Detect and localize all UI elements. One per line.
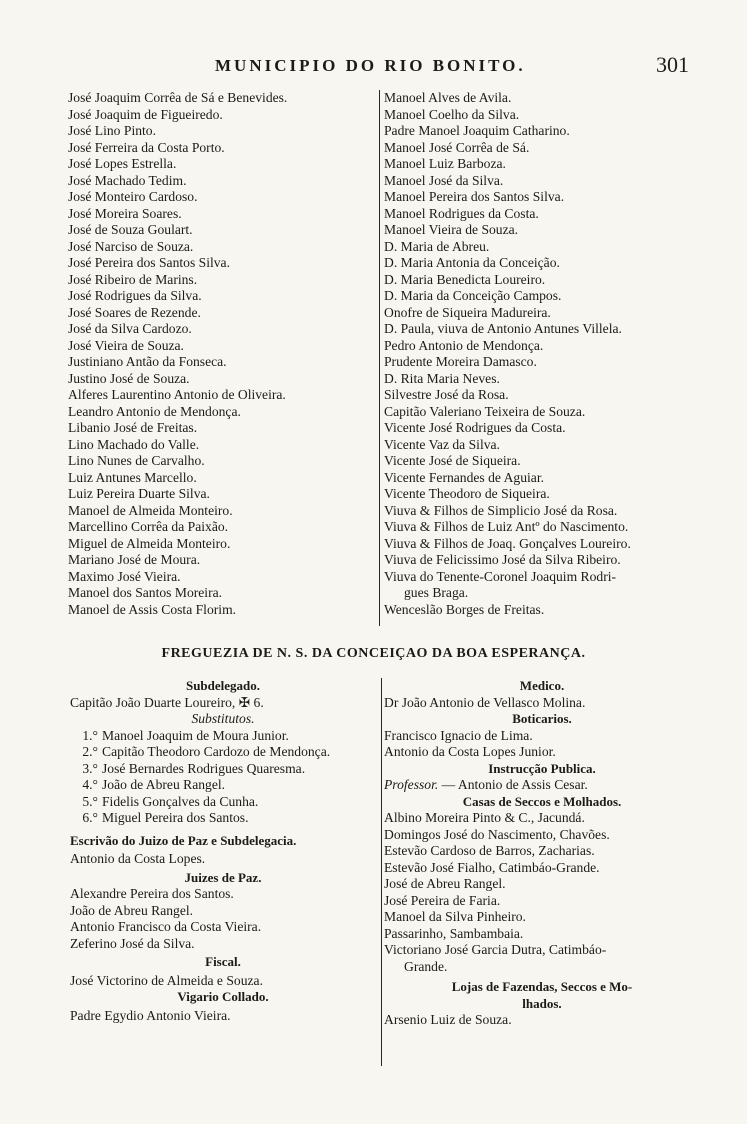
list-item: Luiz Antunes Marcello. bbox=[68, 469, 197, 485]
list-item: Antonio da Costa Lopes Junior. bbox=[384, 744, 556, 759]
officials-column-left bbox=[70, 678, 376, 1024]
list-item: D. Maria Benedicta Loureiro. bbox=[384, 271, 546, 287]
list-item: Victoriano José Garcia Dutra, Catimbáo- bbox=[384, 942, 607, 957]
list-item: D. Maria Antonia da Conceição. bbox=[384, 255, 560, 270]
medico-header: Medico. bbox=[519, 678, 565, 693]
page-number: 301 bbox=[656, 52, 689, 77]
list-item: Viuva & Filhos de Joaq. Gonçalves Loureiro. bbox=[384, 535, 631, 551]
substituto-name: Manoel Joaquim de Moura Junior. bbox=[102, 727, 289, 743]
list-item: Manoel de Almeida Monteiro. bbox=[68, 502, 233, 518]
ordinal: 1.° bbox=[82, 727, 98, 743]
list-item: Manoel José da Silva. bbox=[384, 172, 504, 188]
list-item: D. Paula, viuva de Antonio Antunes Villela. bbox=[384, 321, 622, 336]
list-item: José Joaquim Corrêa de Sá e Benevides. bbox=[68, 90, 288, 105]
list-item: Libanio José de Freitas. bbox=[68, 420, 198, 435]
list-item: Vicente Fernandes de Aguiar. bbox=[384, 469, 544, 485]
list-item: Vicente Vaz da Silva. bbox=[384, 436, 500, 452]
ordinal: 5.° bbox=[82, 793, 98, 809]
list-item-continuation: Grande. bbox=[404, 958, 448, 974]
casas-header: Casas de Seccos e Molhados. bbox=[462, 793, 622, 809]
list-item: Prudente Moreira Damasco. bbox=[384, 354, 537, 369]
names-column-left bbox=[68, 90, 373, 618]
vigario-name: Padre Egydio Antonio Vieira. bbox=[70, 1007, 231, 1023]
list-item: Luiz Pereira Duarte Silva. bbox=[68, 486, 210, 501]
subdelegado-name: Capitão João Duarte Loureiro, ✠ 6. bbox=[70, 694, 264, 710]
list-item: Vicente José de Siqueira. bbox=[384, 453, 521, 468]
list-item: José Lopes Estrella. bbox=[68, 156, 177, 171]
professor-name: — Antonio de Assis Cesar. bbox=[441, 777, 588, 792]
list-item: Pedro Antonio de Mendonça. bbox=[384, 337, 544, 353]
list-item: Domingos José do Nascimento, Chavões. bbox=[384, 826, 610, 842]
list-item: José Rodrigues da Silva. bbox=[68, 288, 202, 303]
instrucao-header: Instrucção Publica. bbox=[488, 760, 596, 776]
fiscal-name: José Victorino de Almeida e Souza. bbox=[70, 972, 263, 988]
list-item bbox=[70, 794, 376, 811]
list-item: Marcellino Corrêa da Paixão. bbox=[68, 519, 229, 534]
list-item: Manoel Pereira dos Santos Silva. bbox=[384, 189, 565, 204]
list-item: Padre Manoel Joaquim Catharino. bbox=[384, 123, 570, 138]
list-item: Silvestre José da Rosa. bbox=[384, 387, 509, 402]
list-item: Estevão Cardoso de Barros, Zacharias. bbox=[384, 843, 595, 858]
list-item: Zeferino José da Silva. bbox=[70, 935, 195, 951]
substituto-name: José Bernardes Rodrigues Quaresma. bbox=[102, 760, 306, 776]
ordinal: 2.° bbox=[82, 744, 98, 759]
list-item: Manoel Luiz Barboza. bbox=[384, 156, 506, 171]
list-item: Viuva do Tenente-Coronel Joaquim Rodri- bbox=[384, 568, 617, 584]
list-item: Justino José de Souza. bbox=[68, 370, 190, 386]
subdelegado-header: Subdelegado. bbox=[185, 678, 261, 693]
professor-line bbox=[384, 777, 700, 794]
juizes-header: Juizes de Paz. bbox=[184, 869, 262, 885]
list-item: Manoel Coelho da Silva. bbox=[384, 106, 520, 122]
list-item: Justiniano Antão da Fonseca. bbox=[68, 354, 227, 369]
list-item: José Monteiro Cardoso. bbox=[68, 189, 198, 204]
list-item: José de Abreu Rangel. bbox=[384, 876, 506, 891]
substituto-name: Fidelis Gonçalves da Cunha. bbox=[102, 793, 259, 809]
running-header bbox=[0, 52, 747, 80]
list-item: Manoel Vieira de Souza. bbox=[384, 222, 519, 237]
list-item: Viuva de Felicissimo José da Silva Ribeiro. bbox=[384, 552, 621, 567]
escrivao-header: Escrivão do Juizo de Paz e Subdelegacia. bbox=[70, 832, 297, 848]
ordinal: 4.° bbox=[82, 777, 98, 792]
list-item: José Joaquim de Figueiredo. bbox=[68, 106, 223, 122]
escrivao-name: Antonio da Costa Lopes. bbox=[70, 851, 206, 866]
list-item bbox=[70, 810, 376, 827]
professor-label: Professor. bbox=[384, 777, 439, 792]
list-item: Vicente Theodoro de Siqueira. bbox=[384, 486, 550, 501]
ordinal: 6.° bbox=[82, 810, 98, 825]
list-item: Francisco Ignacio de Lima. bbox=[384, 727, 533, 743]
list-item: José Vieira de Souza. bbox=[68, 337, 184, 353]
list-item: João de Abreu Rangel. bbox=[70, 902, 194, 918]
list-item: Onofre de Siqueira Madureira. bbox=[384, 304, 551, 320]
list-item: Manoel da Silva Pinheiro. bbox=[384, 909, 526, 924]
list-item: José Soares de Rezende. bbox=[68, 304, 201, 320]
officials-column-right bbox=[384, 678, 700, 1029]
ordinal: 3.° bbox=[82, 760, 98, 776]
substitutos-header: Substitutos. bbox=[191, 711, 255, 726]
list-item: Leandro Antonio de Mendonça. bbox=[68, 403, 241, 419]
substituto-name: Capitão Theodoro Cardozo de Mendonça. bbox=[102, 744, 331, 759]
list-item: José Machado Tedim. bbox=[68, 172, 187, 188]
page-title: MUNICIPIO DO RIO BONITO. bbox=[215, 56, 526, 75]
list-item: Antonio Francisco da Costa Vieira. bbox=[70, 919, 262, 934]
list-item: Albino Moreira Pinto & C., Jacundá. bbox=[384, 810, 585, 825]
list-item: José Ribeiro de Marins. bbox=[68, 271, 198, 287]
list-item: Capitão Valeriano Teixeira de Souza. bbox=[384, 403, 586, 419]
list-item: Miguel de Almeida Monteiro. bbox=[68, 535, 231, 551]
list-item: Lino Machado do Valle. bbox=[68, 436, 200, 452]
list-item: José Narciso de Souza. bbox=[68, 238, 194, 254]
section-title: FREGUEZIA DE N. S. DA CONCEIÇAO DA BOA ESPERANÇA. bbox=[161, 646, 586, 661]
substituto-name: Miguel Pereira dos Santos. bbox=[102, 810, 249, 825]
list-item: Alexandre Pereira dos Santos. bbox=[70, 886, 234, 901]
list-item: José Moreira Soares. bbox=[68, 205, 182, 221]
list-item: Manoel dos Santos Moreira. bbox=[68, 585, 223, 600]
list-item: Viuva & Filhos de Simplicio José da Rosa. bbox=[384, 502, 618, 518]
list-item: José da Silva Cardozo. bbox=[68, 321, 192, 336]
list-item bbox=[70, 744, 376, 761]
list-item: Mariano José de Moura. bbox=[68, 552, 201, 567]
list-item bbox=[70, 761, 376, 778]
list-item: Manoel Rodrigues da Costa. bbox=[384, 205, 539, 221]
list-item: Alferes Laurentino Antonio de Oliveira. bbox=[68, 387, 286, 402]
list-item bbox=[70, 777, 376, 794]
list-item: Maximo José Vieira. bbox=[68, 568, 181, 584]
column-divider bbox=[379, 90, 380, 626]
column-divider bbox=[381, 678, 382, 1066]
names-column-right bbox=[384, 90, 694, 618]
list-item: D. Maria de Abreu. bbox=[384, 238, 490, 254]
list-item: José Pereira dos Santos Silva. bbox=[68, 255, 230, 270]
list-item: Arsenio Luiz de Souza. bbox=[384, 1012, 512, 1027]
medico-name: Dr João Antonio de Vellasco Molina. bbox=[384, 694, 586, 710]
list-item: José de Souza Goulart. bbox=[68, 222, 193, 237]
list-item: Manoel José Corrêa de Sá. bbox=[384, 139, 530, 155]
lojas-header: Lojas de Fazendas, Seccos e Mo- bbox=[451, 979, 633, 994]
list-item: Viuva & Filhos de Luiz Antº do Nascimento. bbox=[384, 519, 629, 534]
list-item: Manoel de Assis Costa Florim. bbox=[68, 601, 237, 617]
vigario-header: Vigario Collado. bbox=[177, 989, 269, 1004]
list-item: José Ferreira da Costa Porto. bbox=[68, 139, 225, 155]
list-item: Passarinho, Sambambaia. bbox=[384, 925, 524, 941]
lojas-header-continuation: lhados. bbox=[522, 995, 562, 1011]
list-item-continuation: gues Braga. bbox=[404, 585, 469, 600]
list-item: Vicente José Rodrigues da Costa. bbox=[384, 420, 566, 435]
list-item: Estevão José Fialho, Catimbáo-Grande. bbox=[384, 859, 600, 875]
list-item: D. Rita Maria Neves. bbox=[384, 370, 500, 386]
list-item: José Lino Pinto. bbox=[68, 123, 156, 138]
boticarios-header: Boticarios. bbox=[512, 711, 572, 726]
list-item: José Pereira de Faria. bbox=[384, 892, 501, 908]
fiscal-header: Fiscal. bbox=[205, 954, 241, 969]
substituto-name: João de Abreu Rangel. bbox=[102, 777, 226, 792]
list-item: Manoel Alves de Avila. bbox=[384, 90, 512, 105]
list-item: D. Maria da Conceição Campos. bbox=[384, 288, 562, 303]
list-item bbox=[70, 728, 376, 745]
list-item: Wenceslão Borges de Freitas. bbox=[384, 601, 545, 617]
list-item: Lino Nunes de Carvalho. bbox=[68, 453, 205, 468]
